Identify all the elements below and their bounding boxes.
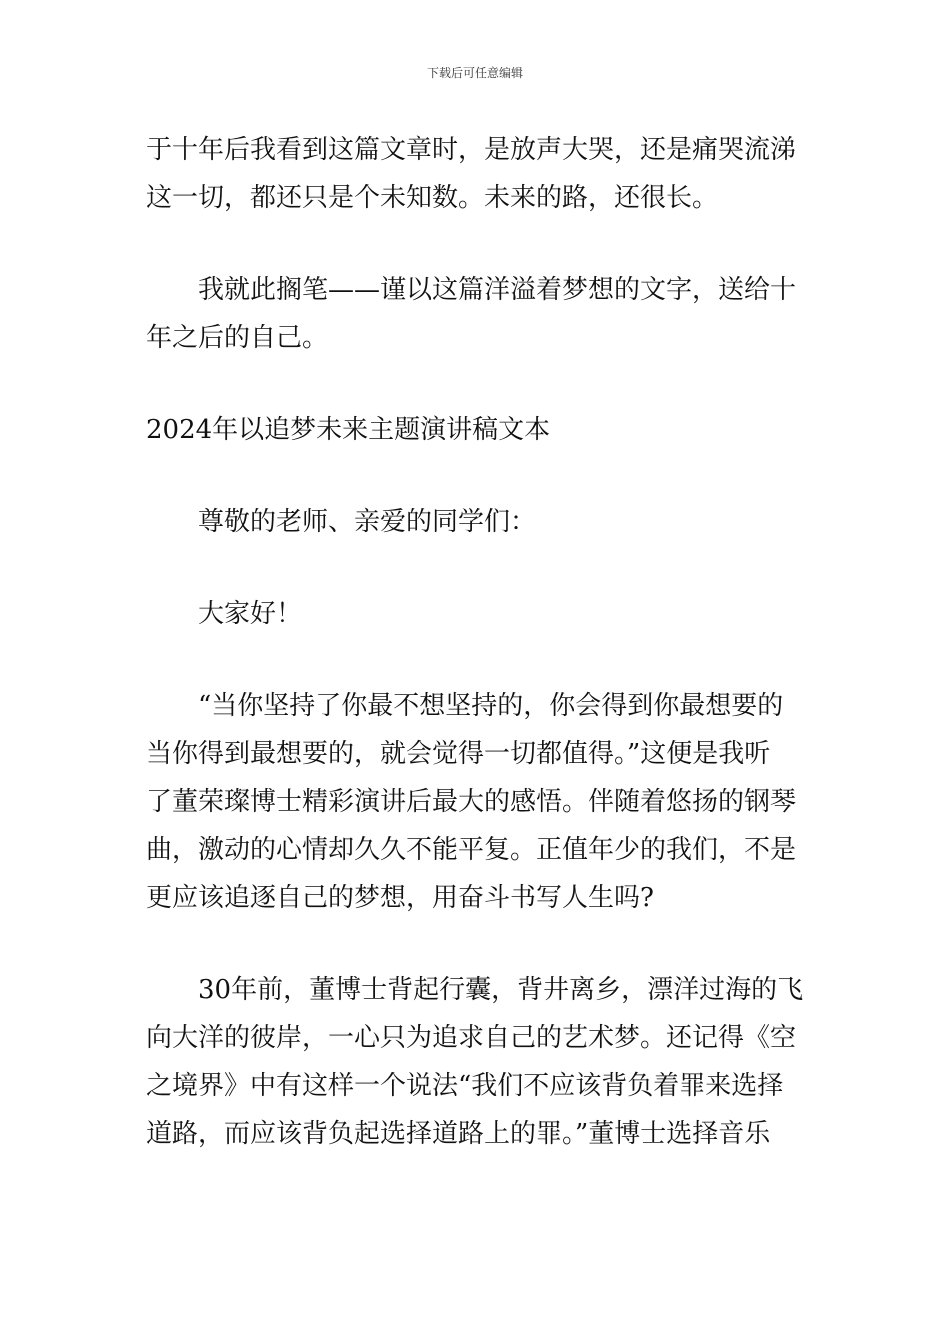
paragraph-line: 年之后的自己。 (146, 323, 329, 353)
paragraph-line: 当你得到最想要的，就会觉得一切都值得。”这便是我听 (146, 739, 771, 769)
paragraph-line: “当你坚持了你最不想坚持的，你会得到你最想要的 (198, 691, 784, 721)
document-body (146, 126, 806, 1202)
page-header: 下载后可任意编辑 (426, 66, 523, 80)
paragraph-line: 道路，而应该背负起选择道路上的罪。”董博士选择音乐 (146, 1119, 771, 1149)
greeting (146, 498, 806, 546)
paragraph-line: 于十年后我看到这篇文章时，是放声大哭，还是痛哭流涕 (146, 135, 797, 165)
title-line: 2024年以追梦未来主题演讲稿文本 (146, 415, 551, 445)
paragraph-line: 向大洋的彼岸，一心只为追求自己的艺术梦。还记得《空 (146, 1023, 797, 1053)
paragraph-line: 30年前，董博士背起行囊，背井离乡，漂洋过海的飞 (198, 975, 804, 1005)
paragraph-line: 这一切，都还只是个未知数。未来的路，还很长。 (146, 183, 719, 213)
paragraph-1 (146, 126, 806, 222)
paragraph-line: 尊敬的老师、亲爱的同学们： (198, 507, 537, 537)
paragraph-2 (146, 266, 806, 362)
paragraph-30-years (146, 966, 806, 1158)
paragraph-line: 之境界》中有这样一个说法“我们不应该背负着罪来选择 (146, 1071, 784, 1101)
section-title (146, 406, 806, 454)
paragraph-line: 曲，激动的心情却久久不能平复。正值年少的我们，不是 (146, 835, 797, 865)
hello-line (146, 590, 806, 638)
paragraph-line: 我就此搁笔——谨以这篇洋溢着梦想的文字，送给十 (198, 275, 797, 305)
paragraph-line: 大家好！ (198, 599, 303, 629)
paragraph-quote (146, 682, 806, 922)
paragraph-line: 更应该追逐自己的梦想，用奋斗书写人生吗? (146, 883, 654, 913)
paragraph-line: 了董荣璨博士精彩演讲后最大的感悟。伴随着悠扬的钢琴 (146, 787, 797, 817)
